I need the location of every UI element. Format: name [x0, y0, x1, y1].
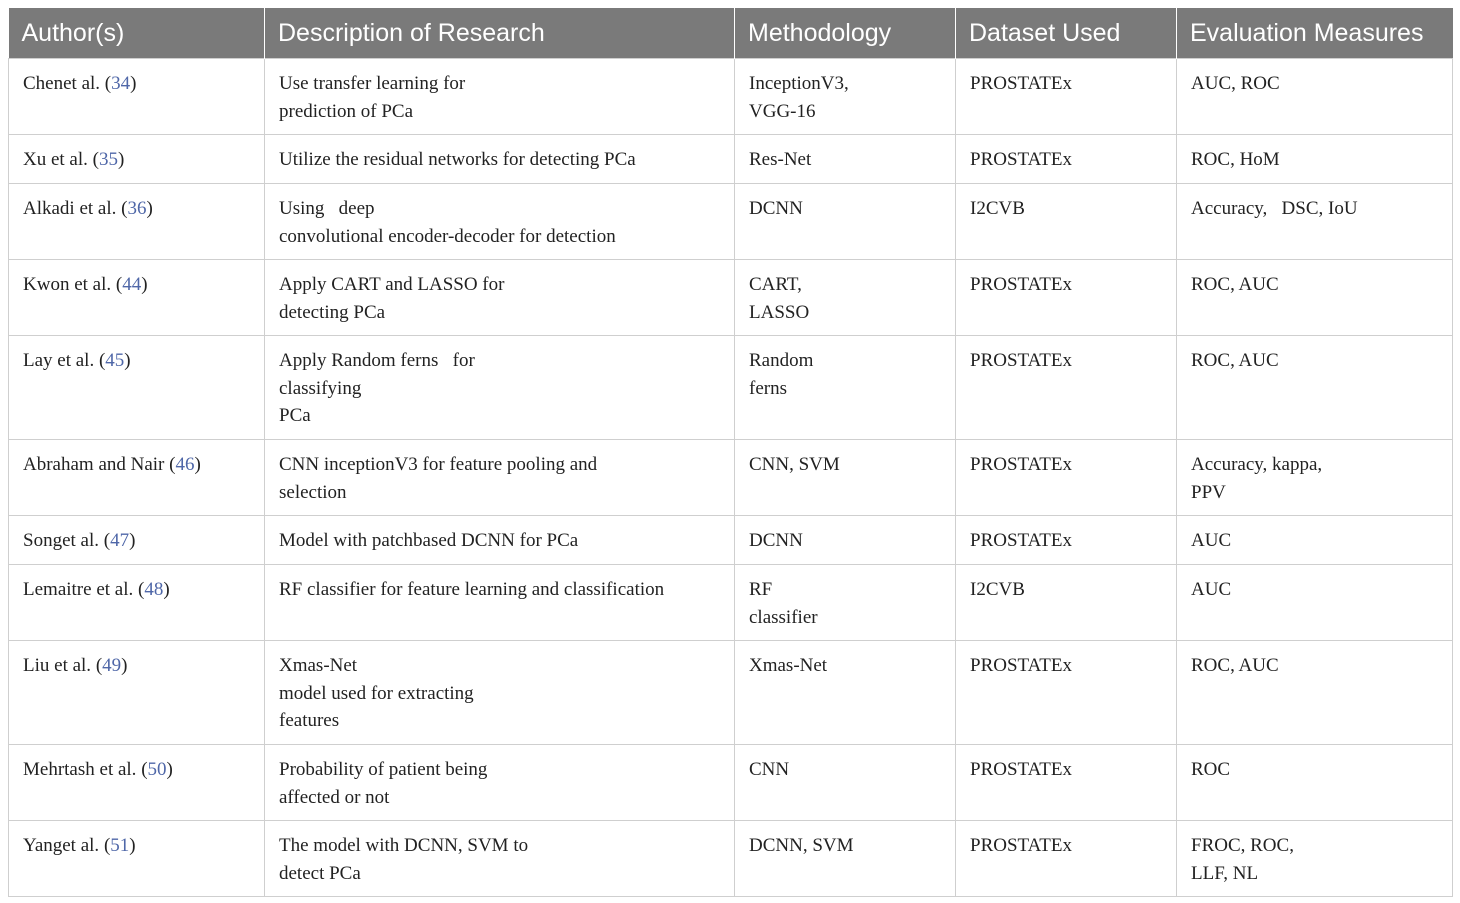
cell-author: Songet al. (47)	[9, 516, 265, 565]
author-name: Xu et al.	[23, 149, 88, 170]
cell-evaluation	[1177, 336, 1453, 440]
cell-description-line: prediction of PCa	[279, 100, 414, 122]
cell-description	[265, 260, 735, 336]
table-row	[9, 641, 1453, 745]
cell-evaluation-line: ROC, AUC	[1191, 350, 1279, 371]
cell-evaluation-line: Accuracy, DSC, IoU	[1191, 198, 1358, 219]
reference-link[interactable]: 45	[105, 350, 125, 371]
cell-methodology	[735, 260, 956, 336]
cell-methodology-line: DCNN, SVM	[749, 835, 854, 856]
cell-dataset	[956, 59, 1177, 135]
cell-dataset	[956, 135, 1177, 184]
cell-methodology	[735, 565, 956, 641]
cell-description	[265, 641, 735, 745]
cell-dataset-line: PROSTATEx	[970, 149, 1072, 170]
cell-methodology	[735, 821, 956, 897]
reference-link[interactable]: 35	[98, 149, 118, 170]
cell-description	[265, 516, 735, 565]
table-row	[9, 565, 1453, 641]
cell-author: Lay et al. (45)	[9, 336, 265, 440]
cell-methodology-line: VGG-16	[749, 100, 816, 122]
cell-dataset	[956, 336, 1177, 440]
cell-methodology-line: CNN	[749, 759, 790, 780]
reference-link[interactable]: 44	[122, 274, 142, 295]
cell-methodology-line: CNN, SVM	[749, 454, 840, 475]
cell-dataset	[956, 184, 1177, 260]
cell-description	[265, 184, 735, 260]
cell-description-line: features	[279, 710, 340, 731]
cell-description-line: Xmas-Net	[279, 655, 358, 676]
cell-dataset-line: PROSTATEx	[970, 454, 1072, 475]
cell-dataset	[956, 260, 1177, 336]
cell-methodology-line: LASSO	[749, 301, 810, 323]
cell-dataset-line: PROSTATEx	[970, 73, 1072, 94]
cell-dataset	[956, 745, 1177, 821]
table-row	[9, 135, 1453, 184]
cell-author: Mehrtash et al. (50)	[9, 745, 265, 821]
research-table-container	[8, 8, 1452, 897]
cell-description-line: Model with patchbased DCNN for PCa	[279, 530, 579, 551]
cell-description-line: detecting PCa	[279, 301, 386, 323]
cell-description-line: convolutional encoder-decoder for detection	[279, 225, 616, 247]
cell-evaluation-line: ROC, AUC	[1191, 274, 1279, 295]
cell-evaluation-line: ROC, AUC	[1191, 655, 1279, 676]
cell-methodology-line: CART,	[749, 274, 802, 295]
cell-description-line: classifying	[279, 377, 362, 399]
cell-description-line: Using deep	[279, 198, 375, 219]
cell-author: Liu et al. (49)	[9, 641, 265, 745]
cell-description-line: detect PCa	[279, 862, 361, 884]
author-name: Lay et al.	[23, 350, 95, 371]
header-description: Description of Research	[265, 8, 735, 59]
cell-description	[265, 440, 735, 516]
cell-description-line: Use transfer learning for	[279, 73, 466, 94]
cell-evaluation	[1177, 821, 1453, 897]
cell-author: Abraham and Nair (46)	[9, 440, 265, 516]
cell-methodology-line: InceptionV3,	[749, 73, 849, 94]
cell-description	[265, 135, 735, 184]
table-row	[9, 516, 1453, 565]
author-name: Abraham and Nair	[23, 454, 165, 475]
cell-dataset-line: PROSTATEx	[970, 274, 1072, 295]
author-name: Mehrtash et al.	[23, 759, 137, 780]
author-name: Alkadi et al.	[23, 198, 117, 219]
reference-link[interactable]: 34	[111, 73, 131, 94]
cell-evaluation-line: AUC	[1191, 530, 1232, 551]
cell-methodology-line: classifier	[749, 606, 818, 628]
cell-dataset	[956, 641, 1177, 745]
cell-methodology-line: DCNN	[749, 530, 803, 551]
cell-description-line: RF classifier for feature learning and classification	[279, 579, 665, 600]
header-methodology: Methodology	[735, 8, 956, 59]
cell-evaluation-line: AUC	[1191, 579, 1232, 600]
header-dataset: Dataset Used	[956, 8, 1177, 59]
author-name: Chenet al.	[23, 73, 101, 94]
cell-dataset-line: PROSTATEx	[970, 835, 1072, 856]
cell-evaluation-line: LLF, NL	[1191, 862, 1259, 884]
reference-link[interactable]: 49	[102, 655, 122, 676]
research-table	[8, 8, 1453, 897]
cell-methodology-line: DCNN	[749, 198, 803, 219]
cell-author: Yanget al. (51)	[9, 821, 265, 897]
cell-dataset-line: PROSTATEx	[970, 759, 1072, 780]
cell-description	[265, 565, 735, 641]
cell-author: Lemaitre et al. (48)	[9, 565, 265, 641]
cell-description-line: Apply CART and LASSO for	[279, 274, 505, 295]
cell-author: Chenet al. (34)	[9, 59, 265, 135]
cell-evaluation-line: AUC, ROC	[1191, 73, 1280, 94]
cell-methodology	[735, 745, 956, 821]
cell-description-line: model used for extracting	[279, 682, 474, 704]
cell-dataset	[956, 565, 1177, 641]
cell-author: Alkadi et al. (36)	[9, 184, 265, 260]
cell-methodology-line: Random	[749, 350, 814, 371]
table-row	[9, 440, 1453, 516]
cell-description-line: CNN inceptionV3 for feature pooling and	[279, 454, 598, 475]
header-evaluation: Evaluation Measures	[1177, 8, 1453, 59]
cell-author: Kwon et al. (44)	[9, 260, 265, 336]
cell-author: Xu et al. (35)	[9, 135, 265, 184]
reference-link[interactable]: 48	[144, 579, 164, 600]
cell-methodology-line: RF	[749, 579, 773, 600]
header-author: Author(s)	[9, 8, 265, 59]
cell-description-line: Probability of patient being	[279, 759, 488, 780]
cell-evaluation	[1177, 59, 1453, 135]
cell-evaluation	[1177, 745, 1453, 821]
reference-link[interactable]: 46	[175, 454, 195, 475]
table-row	[9, 821, 1453, 897]
cell-dataset	[956, 440, 1177, 516]
reference-link[interactable]: 36	[127, 198, 147, 219]
reference-link[interactable]: 50	[147, 759, 167, 780]
table-header-row	[9, 8, 1453, 59]
table-row	[9, 336, 1453, 440]
cell-methodology	[735, 184, 956, 260]
cell-evaluation	[1177, 565, 1453, 641]
cell-evaluation	[1177, 440, 1453, 516]
cell-evaluation	[1177, 641, 1453, 745]
cell-evaluation-line: ROC, HoM	[1191, 149, 1280, 170]
cell-evaluation-line: Accuracy, kappa,	[1191, 454, 1323, 475]
cell-methodology-line: ferns	[749, 377, 787, 399]
cell-dataset-line: PROSTATEx	[970, 530, 1072, 551]
cell-description-line: Utilize the residual networks for detecting PCa	[279, 149, 636, 170]
author-name: Kwon et al.	[23, 274, 112, 295]
cell-evaluation	[1177, 184, 1453, 260]
author-name: Liu et al.	[23, 655, 92, 676]
table-body	[9, 59, 1453, 897]
cell-methodology-line: Xmas-Net	[749, 655, 828, 676]
cell-description	[265, 745, 735, 821]
author-name: Lemaitre et al.	[23, 579, 134, 600]
reference-link[interactable]: 51	[110, 835, 130, 856]
cell-methodology	[735, 516, 956, 565]
author-name: Songet al.	[23, 530, 99, 551]
cell-description-line: affected or not	[279, 786, 390, 808]
cell-evaluation	[1177, 135, 1453, 184]
cell-methodology	[735, 135, 956, 184]
cell-methodology	[735, 336, 956, 440]
cell-evaluation-line: ROC	[1191, 759, 1231, 780]
cell-methodology	[735, 440, 956, 516]
cell-evaluation-line: PPV	[1191, 481, 1226, 503]
cell-methodology-line: Res-Net	[749, 149, 812, 170]
table-row	[9, 745, 1453, 821]
cell-dataset-line: I2CVB	[970, 198, 1025, 219]
cell-description-line: The model with DCNN, SVM to	[279, 835, 529, 856]
cell-description	[265, 59, 735, 135]
table-row	[9, 260, 1453, 336]
reference-link[interactable]: 47	[110, 530, 130, 551]
table-row	[9, 184, 1453, 260]
cell-description-line: selection	[279, 481, 347, 503]
cell-evaluation	[1177, 516, 1453, 565]
cell-methodology	[735, 641, 956, 745]
cell-dataset-line: PROSTATEx	[970, 350, 1072, 371]
cell-dataset	[956, 516, 1177, 565]
cell-description-line: Apply Random ferns for	[279, 350, 475, 371]
cell-evaluation-line: FROC, ROC,	[1191, 835, 1294, 856]
cell-methodology	[735, 59, 956, 135]
cell-description	[265, 821, 735, 897]
cell-evaluation	[1177, 260, 1453, 336]
cell-dataset-line: I2CVB	[970, 579, 1025, 600]
cell-dataset	[956, 821, 1177, 897]
cell-description-line: PCa	[279, 405, 311, 426]
table-row	[9, 59, 1453, 135]
author-name: Yanget al.	[23, 835, 100, 856]
cell-description	[265, 336, 735, 440]
cell-dataset-line: PROSTATEx	[970, 655, 1072, 676]
